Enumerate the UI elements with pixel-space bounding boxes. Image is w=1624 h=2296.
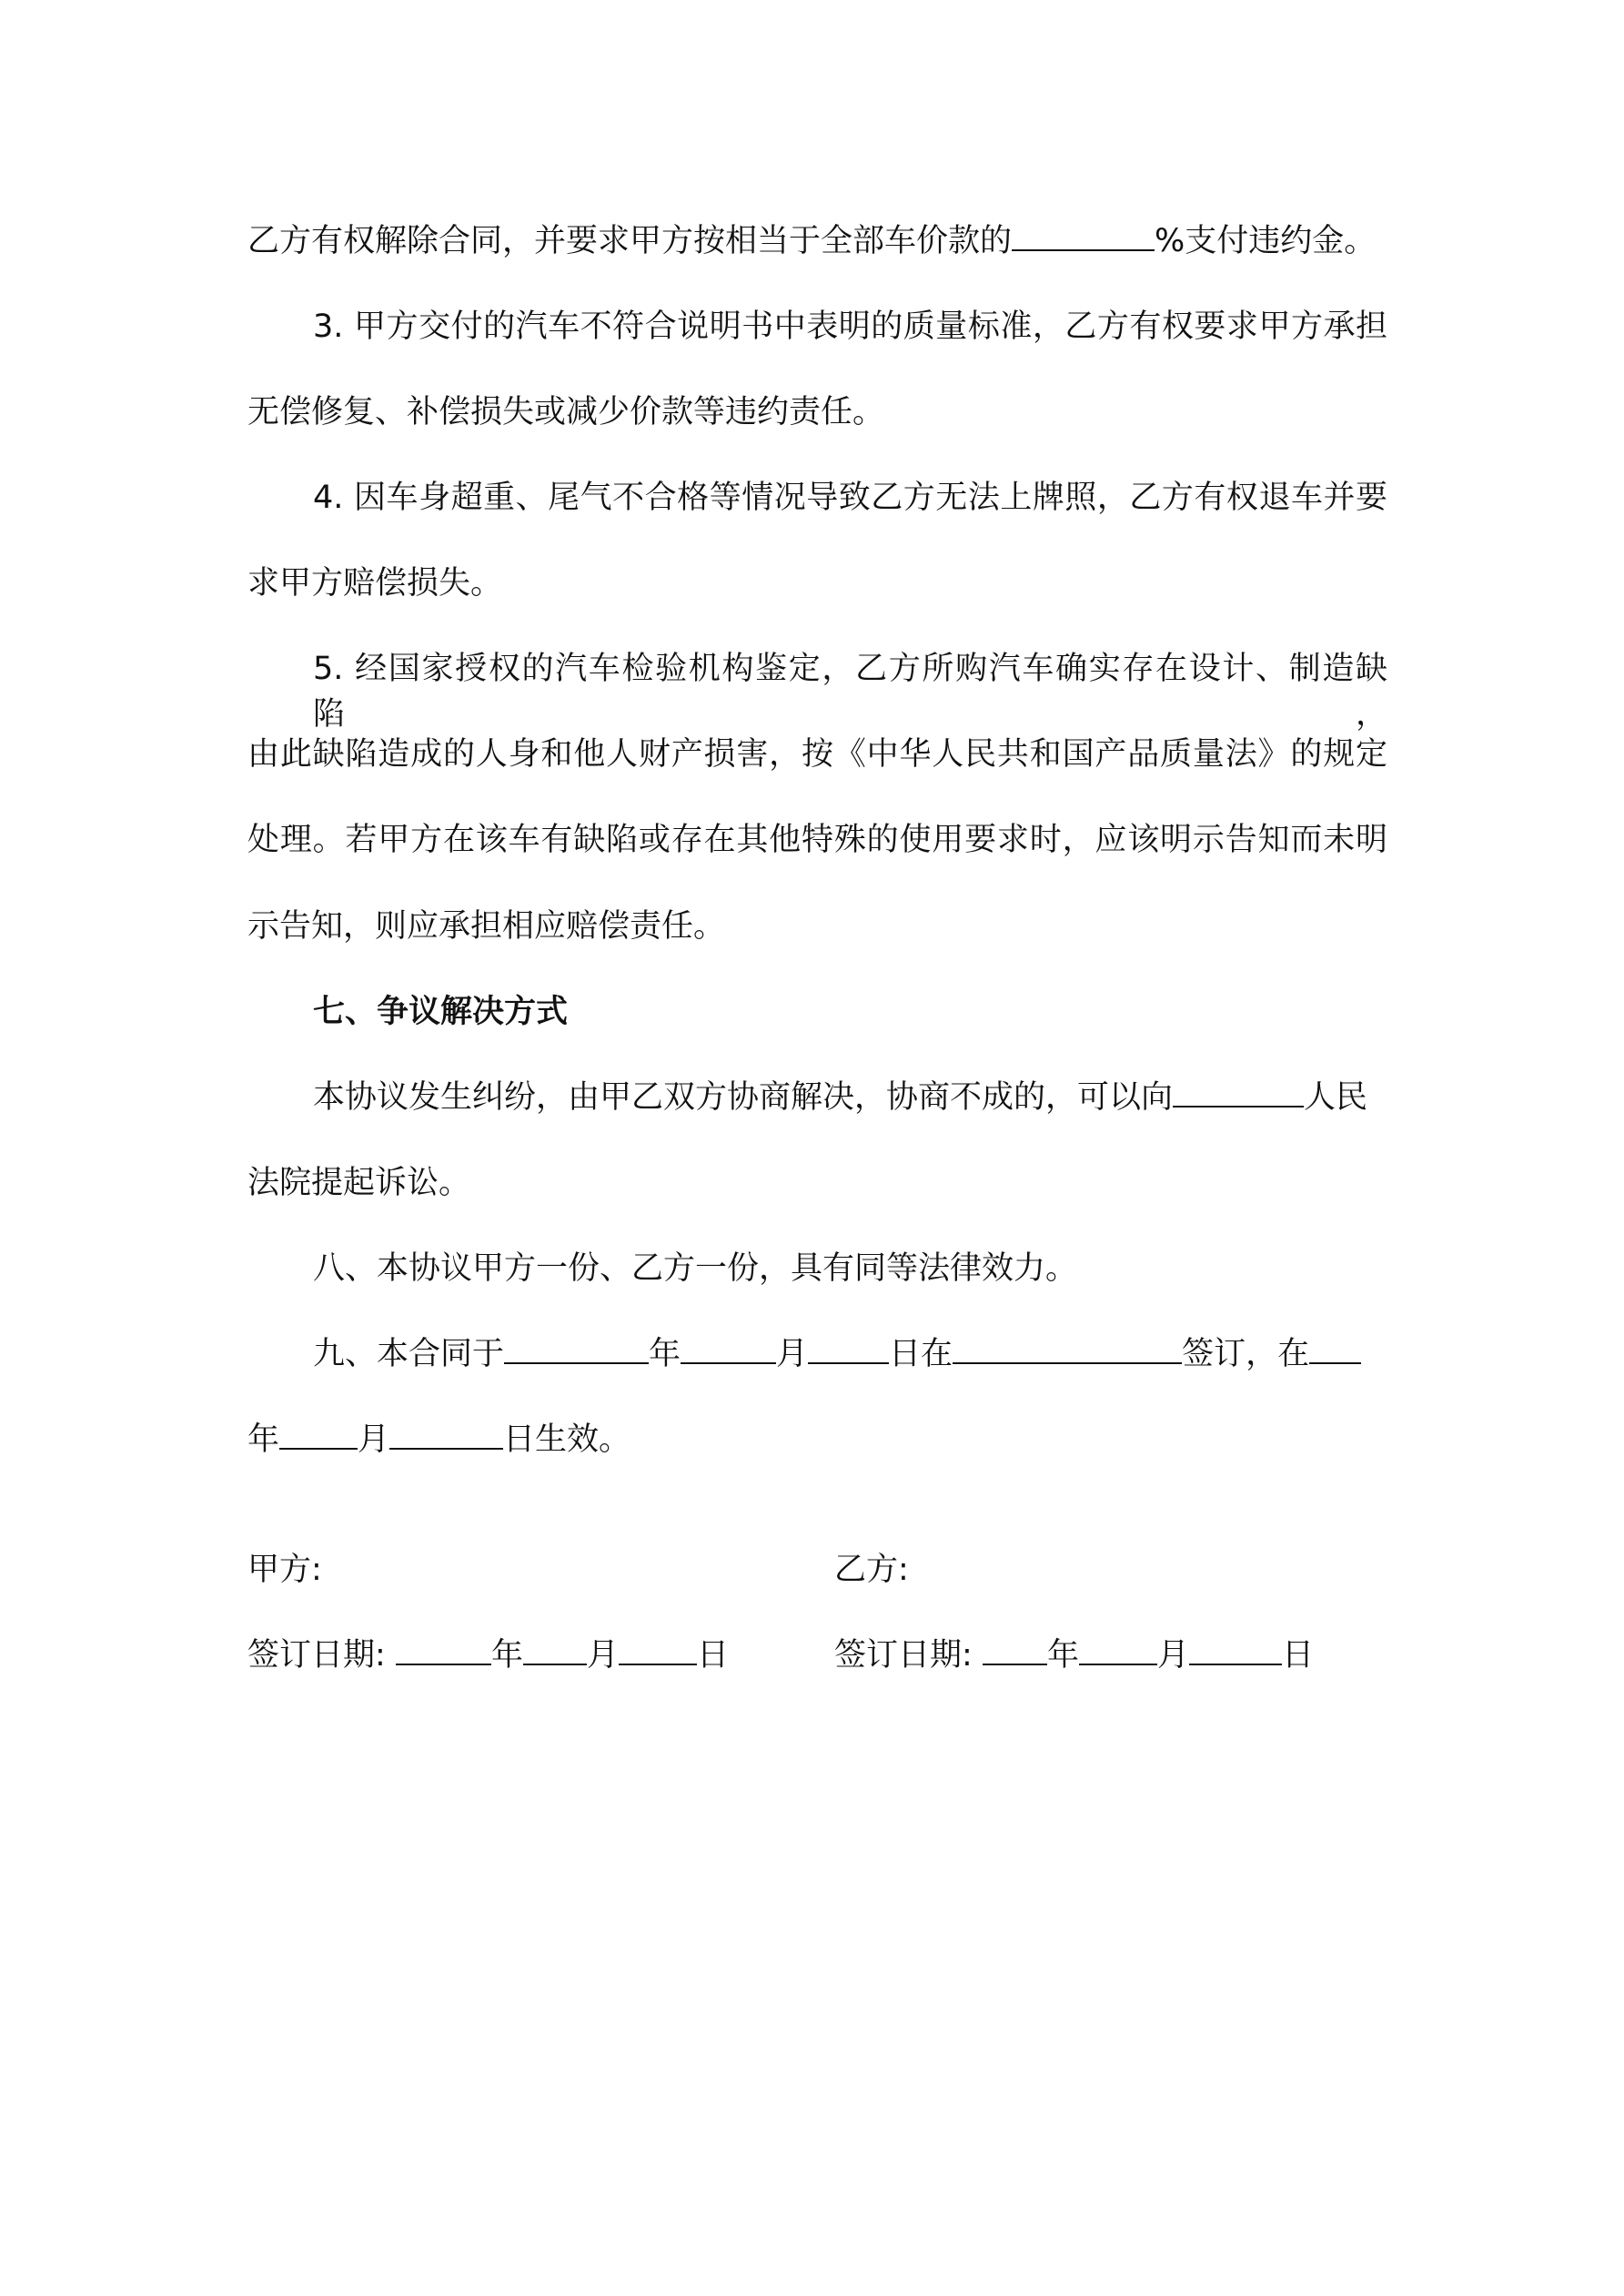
text: 年 [490, 1637, 523, 1674]
text: 人民 [1304, 1079, 1368, 1116]
blank-field [523, 1634, 587, 1665]
text: 日在 [889, 1336, 953, 1372]
text: 月 [776, 1336, 809, 1372]
paragraph-line: 处理。若甲方在该车有缺陷或存在其他特殊的使用要求时，应该明示告知而未明 [247, 822, 1387, 858]
text: 日 [696, 1637, 729, 1674]
blank-field [396, 1634, 491, 1665]
text: 月 [1156, 1637, 1189, 1674]
paragraph-line: 4. 因车身超重、尾气不合格等情况导致乙方无法上牌照，乙方有权退车并要 [313, 480, 1387, 516]
party-a-sign-date [247, 1633, 729, 1678]
text: %支付违约金。 [1155, 223, 1377, 259]
text: 日生效。 [503, 1421, 631, 1458]
paragraph-line: 八、本协议甲方一份、乙方一份，具有同等法律效力。 [313, 1250, 1078, 1287]
text: 本协议发生纠纷，由甲乙双方协商解决，协商不成的，可以向 [313, 1079, 1174, 1116]
text: 签订日期: [247, 1637, 386, 1674]
text: 九、本合同于 [313, 1336, 505, 1372]
paragraph-line: 示告知，则应承担相应赔偿责任。 [247, 908, 726, 945]
paragraph-line: 法院提起诉讼。 [247, 1165, 471, 1201]
text: 年 [649, 1336, 681, 1372]
paragraph-line: 由此缺陷造成的人身和他人财产损害，按《中华人民共和国产品质量法》的规定 [247, 736, 1387, 773]
blank-field [279, 1419, 358, 1450]
blank-field [1189, 1634, 1282, 1665]
blank-field [983, 1634, 1047, 1665]
paragraph-line [247, 1075, 1387, 1120]
paragraph-line: 5. 经国家授权的汽车检验机构鉴定，乙方所购汽车确实存在设计、制造缺陷， [313, 651, 1387, 733]
party-a-label: 甲方: [247, 1552, 322, 1588]
blank-field [681, 1333, 776, 1364]
text: 乙方有权解除合同，并要求甲方按相当于全部车价款的 [247, 223, 1013, 259]
blank-field [619, 1634, 697, 1665]
text: 月 [358, 1421, 390, 1458]
text: 签订日期: [834, 1637, 973, 1674]
party-b-sign-date [834, 1633, 1314, 1678]
text: 年 [247, 1421, 280, 1458]
text: 月 [586, 1637, 619, 1674]
blank-field [808, 1333, 889, 1364]
paragraph-line: 无偿修复、补偿损失或减少价款等违约责任。 [247, 394, 885, 430]
text: 日 [1281, 1637, 1314, 1674]
paragraph-line: 求甲方赔偿损失。 [247, 565, 503, 602]
blank-field [389, 1419, 503, 1450]
text: 签订，在 [1182, 1336, 1310, 1372]
paragraph-line [247, 218, 1387, 264]
blank-field [504, 1333, 649, 1364]
blank-field [953, 1333, 1182, 1364]
party-b-label: 乙方: [834, 1552, 909, 1588]
blank-field [1173, 1077, 1304, 1108]
paragraph-line [247, 1331, 1387, 1377]
paragraph-line [247, 1417, 1387, 1462]
blank-field [1309, 1333, 1361, 1364]
blank-field [1012, 220, 1155, 251]
paragraph-line: 3. 甲方交付的汽车不符合说明书中表明的质量标准，乙方有权要求甲方承担 [313, 308, 1387, 345]
blank-field [1079, 1634, 1157, 1665]
section-heading: 七、争议解决方式 [313, 994, 569, 1030]
text: 年 [1046, 1637, 1079, 1674]
